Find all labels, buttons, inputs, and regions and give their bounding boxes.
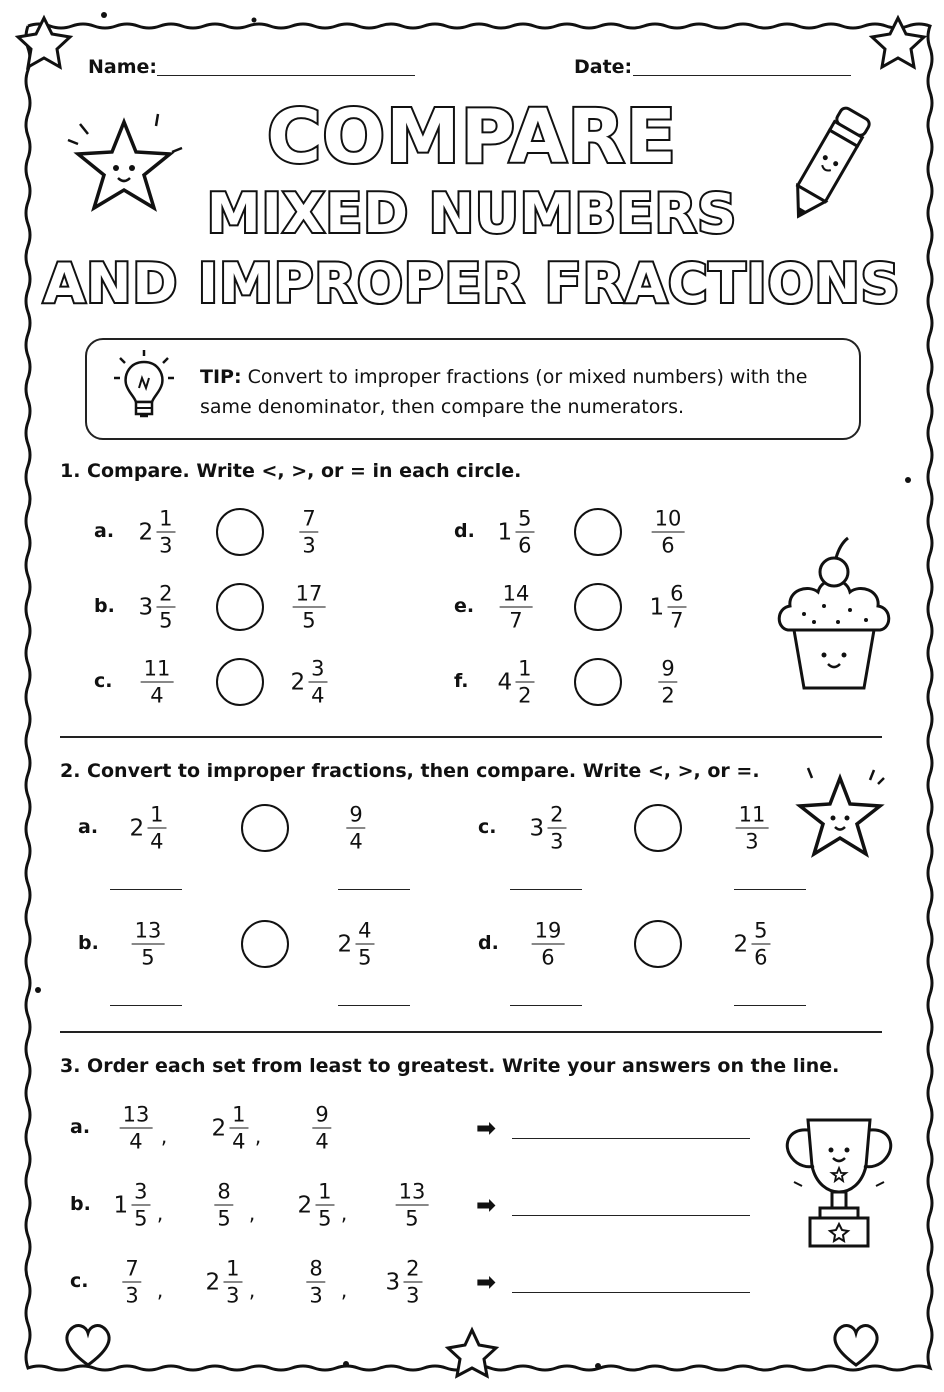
item-label: a. [94,520,115,542]
fraction [120,1102,153,1155]
answer-blank[interactable] [734,889,806,890]
whole-number: 2 [337,931,353,957]
title-line-1: COMPARE [266,94,678,180]
answer-blank[interactable] [734,1005,806,1006]
whole-number: 2 [733,931,749,957]
answer-circle[interactable] [574,508,622,556]
item-label: e. [454,595,475,617]
fraction [205,1256,242,1309]
whole-number: 2 [297,1192,313,1218]
denominator: 6 [661,533,675,558]
answer-line[interactable] [512,1292,750,1293]
numerator: 1 [315,1179,334,1206]
numerator: 3 [131,1179,150,1206]
denominator: 5 [141,945,155,970]
comma: , [248,1278,256,1302]
numerator: 5 [751,918,770,945]
denominator: 4 [315,1129,329,1154]
denominator: 4 [150,829,164,854]
denominator: 3 [406,1283,420,1308]
answer-circle[interactable] [216,508,264,556]
denominator: 5 [217,1206,231,1231]
denominator: 3 [550,829,564,854]
fraction [306,1256,325,1309]
fraction-stack [355,918,374,971]
whole-number: 3 [529,815,545,841]
fraction [299,506,318,559]
denominator: 4 [150,683,164,708]
denominator: 5 [134,1206,148,1231]
answer-line[interactable] [512,1138,750,1139]
numerator: 1 [229,1102,248,1129]
fraction [138,506,175,559]
fraction-stack [131,1179,150,1232]
fraction-stack [122,1256,141,1309]
numerator: 19 [532,918,565,945]
fraction [297,1179,334,1232]
date-line[interactable] [633,75,851,76]
item-label: a. [70,1116,91,1138]
whole-number: 2 [290,669,306,695]
whole-number: 2 [138,519,154,545]
numerator: 8 [306,1256,325,1283]
fraction-stack [299,506,318,559]
denominator: 3 [125,1283,139,1308]
answer-circle[interactable] [216,658,264,706]
fraction-stack [308,656,327,709]
fraction [497,656,534,709]
whole-number: 3 [385,1269,401,1295]
answer-circle[interactable] [241,804,289,852]
item-label: d. [478,932,499,954]
fraction-stack [652,506,685,559]
answer-circle[interactable] [216,583,264,631]
comma: , [156,1278,164,1302]
comma: , [340,1201,348,1225]
whole-number: 2 [211,1115,227,1141]
answer-circle[interactable] [574,583,622,631]
comma: , [254,1124,262,1148]
name-line[interactable] [157,75,415,76]
fraction-stack [141,656,174,709]
fraction-stack [306,1256,325,1309]
numerator: 9 [346,802,365,829]
fraction-stack [396,1179,429,1232]
fraction [649,581,686,634]
divider [60,1031,882,1033]
answer-circle[interactable] [634,804,682,852]
item-label: a. [78,816,99,838]
item-label: c. [70,1270,89,1292]
comma: , [248,1201,256,1225]
numerator: 17 [293,581,326,608]
fraction-stack [403,1256,422,1309]
fraction [129,802,166,855]
numerator: 13 [396,1179,429,1206]
numerator: 6 [667,581,686,608]
fraction [652,506,685,559]
fraction-stack [147,802,166,855]
numerator: 1 [156,506,175,533]
name-label: Name: [88,56,158,78]
numerator: 1 [515,656,534,683]
denominator: 3 [302,533,316,558]
whole-number: 1 [113,1192,129,1218]
numerator: 2 [547,802,566,829]
fraction-stack [515,656,534,709]
fraction-stack [312,1102,331,1155]
fraction-stack [156,581,175,634]
answer-circle[interactable] [241,920,289,968]
fraction-stack [736,802,769,855]
denominator: 7 [509,608,523,633]
numerator: 4 [355,918,374,945]
numerator: 1 [223,1256,242,1283]
fraction-stack [223,1256,242,1309]
arrow-icon: ➡ [475,1268,497,1296]
denominator: 7 [670,608,684,633]
trophy-icon [776,1110,902,1252]
whole-number: 1 [497,519,513,545]
fraction-stack [293,581,326,634]
tip-body: Convert to improper fractions (or mixed numbers) with the same denominator, then compare the numerators. [200,366,808,418]
denominator: 5 [358,945,372,970]
numerator: 13 [120,1102,153,1129]
numerator: 14 [500,581,533,608]
heart-icon [835,1326,877,1365]
cupcake-icon [774,530,894,695]
fraction [385,1256,422,1309]
arrow-icon: ➡ [475,1114,497,1142]
fraction [733,918,770,971]
whole-number: 4 [497,669,513,695]
fraction-stack [751,918,770,971]
heart-icon [67,1326,109,1365]
numerator: 2 [403,1256,422,1283]
fraction-stack [500,581,533,634]
divider [60,736,882,738]
title-line-3: AND IMPROPER FRACTIONS [43,252,901,315]
numerator: 9 [658,656,677,683]
fraction-stack [667,581,686,634]
item-label: c. [94,670,113,692]
item-label: b. [70,1193,91,1215]
date-label: Date: [574,56,633,78]
denominator: 3 [226,1283,240,1308]
item-label: f. [454,670,469,692]
fraction [132,918,165,971]
numerator: 1 [147,802,166,829]
numerator: 9 [312,1102,331,1129]
denominator: 5 [159,608,173,633]
answer-blank[interactable] [110,1005,182,1006]
pencil-icon [778,100,878,230]
denominator: 2 [518,683,532,708]
fraction [736,802,769,855]
fraction [497,506,534,559]
denominator: 4 [349,829,363,854]
denominator: 5 [318,1206,332,1231]
lightbulb-icon [112,348,176,426]
fraction [138,581,175,634]
whole-number: 2 [129,815,145,841]
fraction [529,802,566,855]
answer-blank[interactable] [110,889,182,890]
denominator: 4 [232,1129,246,1154]
smiling-star-icon [788,762,898,867]
tip-label: TIP: [200,366,242,388]
numerator: 3 [308,656,327,683]
section-2-heading: 2. Convert to improper fractions, then compare. Write <, >, or =. [60,760,760,782]
denominator: 3 [745,829,759,854]
fraction-stack [547,802,566,855]
item-label: d. [454,520,475,542]
answer-blank[interactable] [510,889,582,890]
answer-line[interactable] [512,1215,750,1216]
fraction [211,1102,248,1155]
denominator: 3 [309,1283,323,1308]
tip-text [200,362,840,422]
fraction [500,581,533,634]
whole-number: 3 [138,594,154,620]
item-label: b. [94,595,115,617]
star-icon [18,18,70,67]
whole-number: 1 [649,594,665,620]
answer-circle[interactable] [574,658,622,706]
section-3-heading: 3. Order each set from least to greatest. Write your answers on the line. [60,1055,840,1077]
fraction [141,656,174,709]
denominator: 6 [754,945,768,970]
fraction-stack [315,1179,334,1232]
answer-blank[interactable] [510,1005,582,1006]
comma: , [340,1278,348,1302]
arrow-icon: ➡ [475,1191,497,1219]
fraction [346,802,365,855]
fraction [396,1179,429,1232]
numerator: 11 [736,802,769,829]
numerator: 8 [214,1179,233,1206]
fraction-stack [532,918,565,971]
answer-blank[interactable] [338,1005,410,1006]
fraction-stack [156,506,175,559]
numerator: 11 [141,656,174,683]
numerator: 7 [122,1256,141,1283]
fraction [214,1179,233,1232]
title-line-2: MIXED NUMBERS [206,182,738,245]
fraction-stack [346,802,365,855]
comma: , [156,1201,164,1225]
numerator: 2 [156,581,175,608]
fraction [312,1102,331,1155]
fraction-stack [132,918,165,971]
item-label: c. [478,816,497,838]
answer-circle[interactable] [634,920,682,968]
fraction-stack [515,506,534,559]
denominator: 6 [518,533,532,558]
denominator: 4 [311,683,325,708]
answer-blank[interactable] [338,889,410,890]
smiling-star-icon [66,108,196,218]
fraction-stack [214,1179,233,1232]
numerator: 10 [652,506,685,533]
fraction [290,656,327,709]
fraction-stack [658,656,677,709]
denominator: 4 [129,1129,143,1154]
section-1-heading: 1. Compare. Write <, >, or = in each circle. [60,460,522,482]
denominator: 5 [405,1206,419,1231]
fraction [532,918,565,971]
fraction [122,1256,141,1309]
fraction-stack [120,1102,153,1155]
numerator: 7 [299,506,318,533]
denominator: 5 [302,608,316,633]
fraction [337,918,374,971]
whole-number: 2 [205,1269,221,1295]
fraction [113,1179,150,1232]
numerator: 13 [132,918,165,945]
fraction [658,656,677,709]
denominator: 3 [159,533,173,558]
item-label: b. [78,932,99,954]
denominator: 2 [661,683,675,708]
comma: , [160,1124,168,1148]
numerator: 5 [515,506,534,533]
fraction-stack [229,1102,248,1155]
fraction [293,581,326,634]
denominator: 6 [541,945,555,970]
